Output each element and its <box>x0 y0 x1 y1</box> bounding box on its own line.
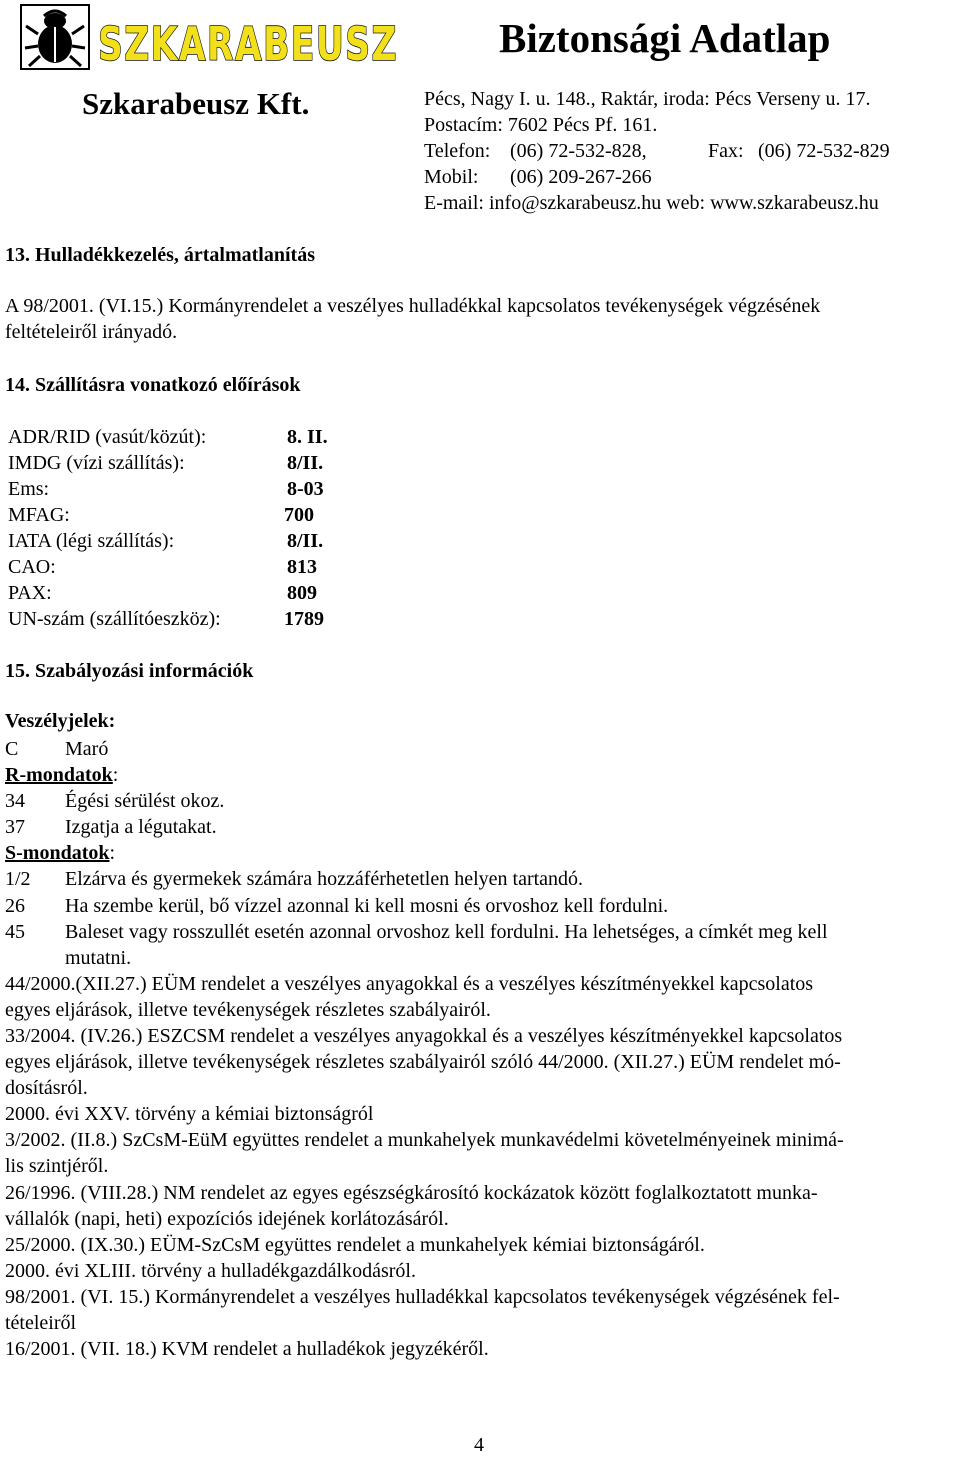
s-phrase-row <box>5 893 668 919</box>
transport-value: 1789 <box>284 608 324 630</box>
r-phrase-code: 34 <box>5 790 25 812</box>
s-phrase-row <box>5 945 131 971</box>
regulation-line: tételeiről <box>5 1312 77 1334</box>
brand-logo <box>96 8 406 72</box>
scarab-logo-icon <box>20 4 90 70</box>
regulation-line: vállalók (napi, heti) expozíciós idejének korlátozásáról. <box>5 1208 449 1230</box>
transport-value: 809 <box>287 582 317 604</box>
transport-label: PAX: <box>8 582 52 604</box>
regulation-line: 16/2001. (VII. 18.) KVM rendelet a hulladékok jegyzékéről. <box>5 1338 489 1360</box>
transport-label: CAO: <box>8 556 56 578</box>
regulation-line: 3/2002. (II.8.) SzCsM-EüM együttes rendelet a munkahelyek munkavédelmi követelményeinek minimá- <box>5 1129 844 1151</box>
regulation-line: 25/2000. (IX.30.) EÜM-SzCsM együttes rendelet a munkahelyek kémiai biztonságáról. <box>5 1234 705 1256</box>
regulation-line: 98/2001. (VI. 15.) Kormányrendelet a veszélyes hulladékkal kapcsolatos tevékenységek végzésének fel- <box>5 1286 840 1308</box>
hazard-symbols-heading: Veszélyjelek: <box>5 710 116 732</box>
mobile-line <box>424 164 890 190</box>
regulation-line: 26/1996. (VIII.28.) NM rendelet az egyes egészségkárosító kockázatok között foglalkoztatott munka- <box>5 1182 818 1204</box>
phone-label: Telefon: <box>424 140 491 162</box>
mobile-value: (06) 209-267-266 <box>510 166 652 188</box>
document-title: Biztonsági Adatlap <box>499 15 831 61</box>
r-phrases-heading <box>5 762 118 788</box>
page-number: 4 <box>474 1434 484 1456</box>
transport-value: 813 <box>287 556 317 578</box>
transport-label: IMDG (vízi szállítás): <box>8 452 185 474</box>
r-phrase-text: Égési sérülést okoz. <box>65 790 225 812</box>
address-line: Pécs, Nagy I. u. 148., Raktár, iroda: Pécs Verseny u. 17. <box>424 88 871 110</box>
transport-label: UN-szám (szállítóeszköz): <box>8 608 221 630</box>
company-name: Szkarabeusz Kft. <box>82 86 310 121</box>
transport-value: 700 <box>284 504 314 526</box>
s-phrase-code: 45 <box>5 921 25 943</box>
transport-value: 8/II. <box>287 452 324 474</box>
regulation-line: dosításról. <box>5 1077 88 1099</box>
section-15-heading: 15. Szabályozási információk <box>5 660 254 682</box>
regulation-line: egyes eljárások, illetve tevékenységek részletes szabályairól. <box>5 999 491 1021</box>
s-phrase-code: 1/2 <box>5 868 31 890</box>
r-phrase-row <box>5 814 217 840</box>
s-phrase-text: Elzárva és gyermekek számára hozzáférhetetlen helyen tartandó. <box>65 868 584 890</box>
phone-value: (06) 72-532-828, <box>510 140 647 162</box>
fax-label: Fax: <box>708 140 744 162</box>
contact-block <box>424 86 890 216</box>
postal-line: Postacím: 7602 Pécs Pf. 161. <box>424 114 658 136</box>
hazard-code: C <box>5 738 19 760</box>
s-phrase-text: mutatni. <box>65 947 132 969</box>
s-phrase-text: Ha szembe kerül, bő vízzel azonnal ki kell mosni és orvoshoz kell fordulni. <box>65 895 669 917</box>
s-phrases-title: S-mondatok <box>5 842 110 864</box>
r-phrase-code: 37 <box>5 816 25 838</box>
mobile-label: Mobil: <box>424 166 479 188</box>
transport-label: IATA (légi szállítás): <box>8 530 175 552</box>
regulation-line: egyes eljárások, illetve tevékenységek részletes szabályairól szóló 44/2000. (XII.27.) EÜM rendelet mó- <box>5 1051 841 1073</box>
phone-fax-line <box>424 138 890 164</box>
s-phrase-code: 26 <box>5 895 25 917</box>
fax-value: (06) 72-532-829 <box>758 140 890 162</box>
transport-label: Ems: <box>8 478 50 500</box>
r-phrase-text: Izgatja a légutakat. <box>65 816 217 838</box>
section-13-line-2: feltételeiről irányadó. <box>5 321 178 343</box>
regulation-line: 33/2004. (IV.26.) ESZCSM rendelet a veszélyes anyagokkal és a veszélyes készítményekkel kapcsolatos <box>5 1025 843 1047</box>
r-phrases-colon: : <box>112 764 119 786</box>
transport-label: ADR/RID (vasút/közút): <box>8 426 207 448</box>
transport-value: 8-03 <box>287 478 324 500</box>
hazard-symbol-row <box>5 736 108 762</box>
transport-value: 8/II. <box>287 530 324 552</box>
regulation-line: 2000. évi XLIII. törvény a hulladékgazdálkodásról. <box>5 1260 416 1282</box>
regulation-line: 2000. évi XXV. törvény a kémiai biztonságról <box>5 1103 374 1125</box>
regulation-line: 44/2000.(XII.27.) EÜM rendelet a veszélyes anyagokkal és a veszélyes készítményekkel kapcsolatos <box>5 973 814 995</box>
transport-label: MFAG: <box>8 504 70 526</box>
brand-logo-text: SZKARABEUSZ <box>98 17 398 71</box>
s-phrases-heading <box>5 840 115 866</box>
email-web-line: E-mail: info@szkarabeusz.hu web: www.szkarabeusz.hu <box>424 192 879 214</box>
r-phrases-title: R-mondatok <box>5 764 113 786</box>
s-phrases-colon: : <box>109 842 116 864</box>
r-phrase-row <box>5 788 224 814</box>
hazard-text: Maró <box>65 738 109 760</box>
regulation-line: lis szintjéről. <box>5 1155 109 1177</box>
section-14-heading: 14. Szállításra vonatkozó előírások <box>5 374 301 396</box>
s-phrase-row <box>5 919 828 945</box>
section-13-heading: 13. Hulladékkezelés, ártalmatlanítás <box>5 244 315 266</box>
s-phrase-row <box>5 866 583 892</box>
section-13-line-1: A 98/2001. (VI.15.) Kormányrendelet a veszélyes hulladékkal kapcsolatos tevékenységek végzésének <box>5 295 821 317</box>
transport-value: 8. II. <box>287 426 328 448</box>
s-phrase-text: Baleset vagy rosszullét esetén azonnal orvoshoz kell fordulni. Ha lehetséges, a címkét meg kell <box>65 921 828 943</box>
